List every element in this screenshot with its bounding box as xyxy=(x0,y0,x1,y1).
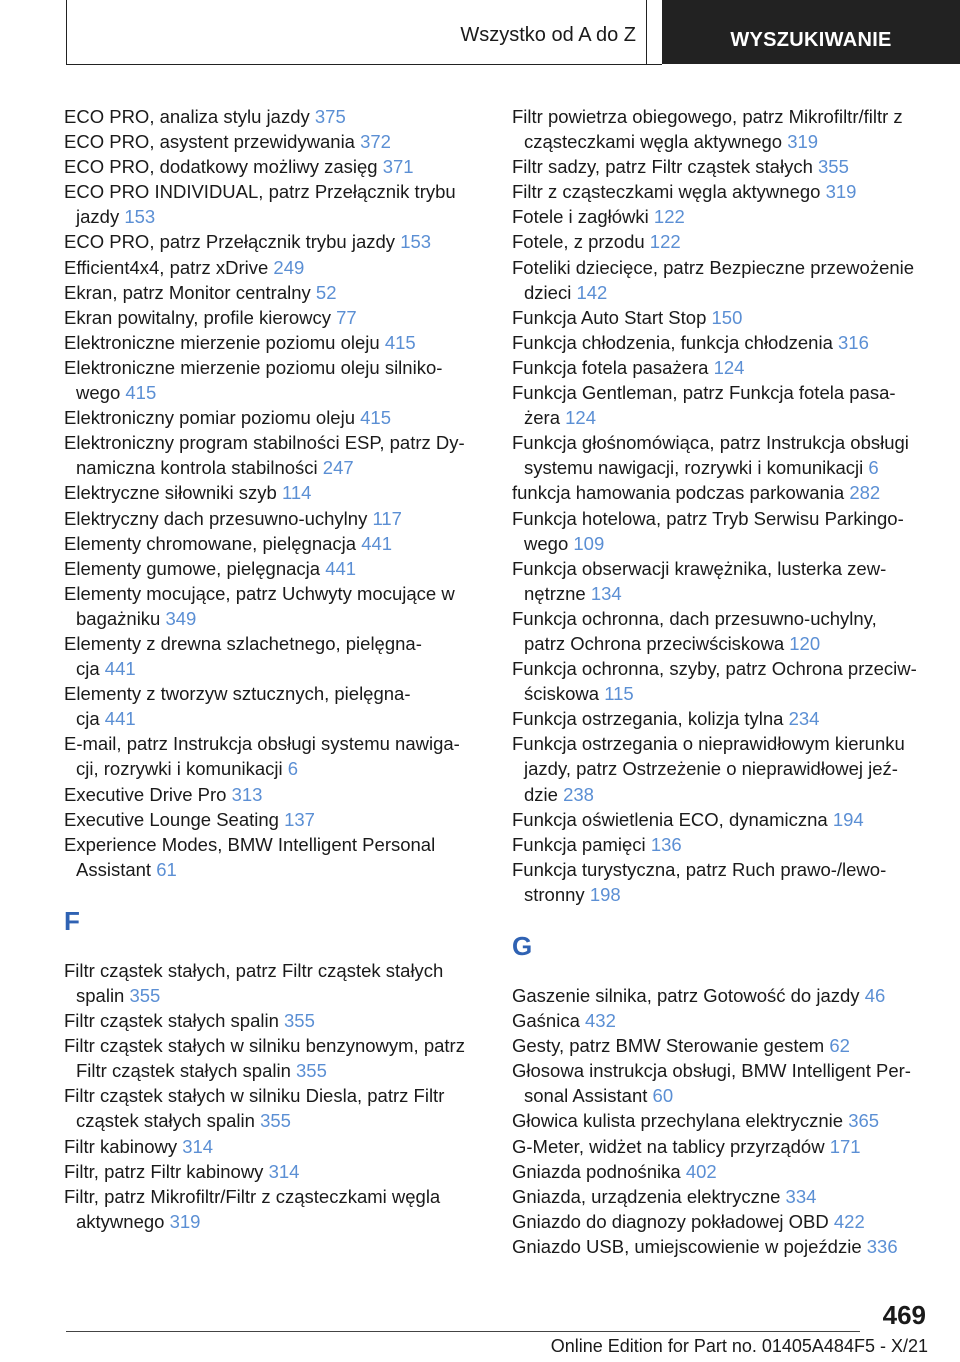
index-entry-text: Funkcja Auto Start Stop xyxy=(512,306,707,328)
page-reference-link[interactable]: 77 xyxy=(336,306,357,328)
index-entry xyxy=(512,656,932,706)
index-entry xyxy=(64,506,484,531)
index-entry xyxy=(512,229,932,254)
page-reference-link[interactable]: 247 xyxy=(322,457,354,479)
index-entry xyxy=(64,832,484,882)
page-reference-link[interactable]: 371 xyxy=(382,156,414,178)
index-entry-text: wego xyxy=(76,382,121,404)
index-entry-text: Funkcja ostrzegania, kolizja tylna xyxy=(512,708,784,730)
footer-edition-text: Online Edition for Part no. 01405A484F5 - X/21 xyxy=(550,1336,928,1356)
index-entry-text: Elementy z tworzyw sztucznych, pielęgna- xyxy=(64,683,411,705)
index-entry-text: nętrzne xyxy=(524,582,586,604)
index-entry xyxy=(512,1234,932,1259)
index-entry xyxy=(64,631,484,681)
index-entry-text: żera xyxy=(524,407,560,429)
index-entry xyxy=(512,430,932,480)
page-reference-link[interactable]: 365 xyxy=(848,1110,880,1132)
page-reference-link[interactable]: 114 xyxy=(281,482,312,504)
index-entry-text: dzie xyxy=(524,783,558,805)
page-reference-link[interactable]: 314 xyxy=(268,1160,300,1182)
index-entry-text: Fotele i zagłówki xyxy=(512,206,649,228)
index-entry-text: ECO PRO, analiza stylu jazdy xyxy=(64,106,310,127)
index-entry xyxy=(512,1058,932,1108)
index-entry-text: Funkcja oświetlenia ECO, dynamiczna xyxy=(512,808,828,830)
page-reference-link[interactable]: 355 xyxy=(296,1060,327,1082)
index-entry xyxy=(512,179,932,204)
page-reference-link[interactable]: 124 xyxy=(713,356,745,378)
index-entry-text: Funkcja obserwacji krawężnika, lusterka zew- xyxy=(512,557,887,579)
page-reference-link[interactable]: 319 xyxy=(825,181,857,203)
page-reference-link[interactable]: 319 xyxy=(169,1210,201,1232)
index-entry-text: cji, rozrywki i komunikacji xyxy=(76,758,283,780)
index-entry-text: Funkcja turystyczna, patrz Ruch prawo-/lewo- xyxy=(512,858,887,880)
index-entry-text: Foteliki dziecięce, patrz Bezpieczne przewożenie xyxy=(512,256,915,278)
index-entry-text: Gaśnica xyxy=(512,1010,580,1032)
page-reference-link[interactable]: 375 xyxy=(314,106,346,127)
index-entry xyxy=(512,606,932,656)
page-reference-link[interactable]: 194 xyxy=(832,808,864,830)
index-entry xyxy=(512,1134,932,1159)
index-entry-text: Gniazdo do diagnozy pokładowej OBD xyxy=(512,1210,829,1232)
index-entry-text: systemu nawigacji, rozrywki i komunikacji xyxy=(524,457,864,479)
index-column-right xyxy=(512,104,932,1259)
index-entry-text: Funkcja hotelowa, patrz Tryb Serwisu Parkingo- xyxy=(512,507,904,529)
index-entry-text: Funkcja Gentleman, patrz Funkcja fotela pasa- xyxy=(512,382,896,404)
page-reference-link[interactable]: 441 xyxy=(325,557,357,579)
page-reference-link[interactable]: 137 xyxy=(284,808,315,830)
index-entry xyxy=(512,506,932,556)
index-entry-text: Elementy mocujące, patrz Uchwyty mocujące w xyxy=(64,582,455,604)
index-entry-text: Executive Lounge Seating xyxy=(64,808,279,830)
index-entry-text: Elektryczne siłowniki szyb xyxy=(64,482,277,504)
index-entry xyxy=(64,681,484,731)
page-reference-link[interactable]: 61 xyxy=(156,858,177,880)
index-entry xyxy=(512,1209,932,1234)
index-entry-text: Filtr cząstek stałych, patrz Filtr cząstek stałych xyxy=(64,959,444,981)
index-entry-text: namiczna kontrola stabilności xyxy=(76,457,318,479)
index-entry-text: Assistant xyxy=(76,858,152,880)
index-entry xyxy=(512,355,932,380)
page-reference-link[interactable]: 117 xyxy=(372,507,402,529)
index-entry-text: Elektryczny dach przesuwno-uchylny xyxy=(64,507,368,529)
page-reference-link[interactable]: 282 xyxy=(849,482,881,504)
index-entry-text: dzieci xyxy=(524,281,572,303)
page-number: 469 xyxy=(882,1300,926,1330)
page-reference-link[interactable]: 415 xyxy=(125,382,157,404)
page-reference-link[interactable]: 238 xyxy=(563,783,594,805)
index-entry-text: Filtr cząstek stałych w silniku Diesla, patrz Filtr xyxy=(64,1085,445,1107)
index-entry-text: funkcja hamowania podczas parkowania xyxy=(512,482,845,504)
index-entry xyxy=(512,1159,932,1184)
page-reference-link[interactable]: 415 xyxy=(360,407,392,429)
index-entry-text: Filtr, patrz Filtr kabinowy xyxy=(64,1160,264,1182)
index-entry xyxy=(64,556,484,581)
page-reference-link[interactable]: 60 xyxy=(652,1085,674,1107)
index-entry-text: Funkcja ochronna, dach przesuwno-uchylny, xyxy=(512,607,877,629)
index-entry-text: ECO PRO, patrz Przełącznik trybu jazdy xyxy=(64,231,396,253)
index-entry-text: sonal Assistant xyxy=(524,1085,648,1107)
index-entry xyxy=(512,706,932,731)
index-entry-text: Funkcja ostrzegania o nieprawidłowym kierunku xyxy=(512,733,905,755)
index-entry-text: Gesty, patrz BMW Sterowanie gestem xyxy=(512,1035,825,1057)
index-entry xyxy=(64,1008,484,1033)
index-entry-text: Gaszenie silnika, patrz Gotowość do jazdy xyxy=(512,985,860,1006)
index-entry-text: spalin xyxy=(76,985,125,1006)
index-entry xyxy=(64,581,484,631)
index-entry xyxy=(64,1083,484,1133)
index-entry xyxy=(64,229,484,254)
index-entry-text: Głowica kulista przechylana elektrycznie xyxy=(512,1110,844,1132)
index-entry-text: Elektroniczne mierzenie poziomu oleju xyxy=(64,331,380,353)
index-entry-text: Elementy chromowane, pielęgnacja xyxy=(64,532,357,554)
index-entry-text: Gniazdo USB, umiejscowienie w pojeździe xyxy=(512,1235,862,1257)
page-reference-link[interactable]: 441 xyxy=(104,658,136,680)
header-divider xyxy=(646,0,647,64)
index-entry-text: cja xyxy=(76,658,100,680)
index-entry-text: Elementy gumowe, pielęgnacja xyxy=(64,557,321,579)
page-reference-link[interactable]: 124 xyxy=(565,407,597,429)
page-reference-link[interactable]: 136 xyxy=(650,833,682,855)
index-entry-text: ECO PRO, asystent przewidywania xyxy=(64,131,355,153)
index-entry xyxy=(512,857,932,907)
index-entry-text: Funkcja ochronna, szyby, patrz Ochrona przeciw- xyxy=(512,658,917,680)
index-entry xyxy=(512,255,932,305)
page-reference-link[interactable]: 142 xyxy=(576,281,608,303)
index-entry-text: Experience Modes, BMW Intelligent Personal xyxy=(64,833,436,855)
index-entry xyxy=(64,1159,484,1184)
index-entry-text: wego xyxy=(524,532,569,554)
index-entry-text: Filtr cząstek stałych w silniku benzynowym, patrz xyxy=(64,1035,465,1057)
page-reference-link[interactable]: 6 xyxy=(287,758,299,780)
index-column-left xyxy=(64,104,484,1234)
index-entry xyxy=(512,204,932,229)
page-reference-link[interactable]: 372 xyxy=(360,131,391,153)
index-entry-text: Ekran powitalny, profile kierowcy xyxy=(64,306,331,328)
index-entry xyxy=(512,1184,932,1209)
index-entry-text: ECO PRO, dodatkowy możliwy zasięg xyxy=(64,156,378,178)
index-entry xyxy=(64,958,484,1008)
index-entry-text: Ekran, patrz Monitor centralny xyxy=(64,281,311,303)
index-entry xyxy=(64,531,484,556)
index-entry-text: Executive Drive Pro xyxy=(64,783,227,805)
index-entry-text: jazdy, patrz Ostrzeżenie o nieprawidłowej jeź- xyxy=(524,758,898,780)
page-reference-link[interactable]: 314 xyxy=(182,1135,214,1157)
index-entry-text: Elektroniczne mierzenie poziomu oleju silniko- xyxy=(64,356,443,378)
index-entry-text: E-mail, patrz Instrukcja obsługi systemu nawiga- xyxy=(64,733,460,755)
index-entry xyxy=(512,305,932,330)
index-entry-text: Gniazda, urządzenia elektryczne xyxy=(512,1185,781,1207)
index-entry xyxy=(512,731,932,806)
page-reference-link[interactable]: 234 xyxy=(788,708,820,730)
page-reference-link[interactable]: 316 xyxy=(838,331,869,353)
index-entry xyxy=(512,556,932,606)
index-entry-text: cząstek stałych spalin xyxy=(76,1110,255,1132)
index-entry xyxy=(64,255,484,280)
index-entry-text: Funkcja fotela pasażera xyxy=(512,356,709,378)
index-letter-heading: G xyxy=(512,931,533,961)
header-active-tab[interactable]: WYSZUKIWANIE xyxy=(662,0,960,64)
index-entry xyxy=(64,430,484,480)
page-reference-link[interactable]: 122 xyxy=(649,231,681,253)
page-reference-link[interactable]: 150 xyxy=(711,306,743,328)
index-entry xyxy=(64,405,484,430)
index-entry xyxy=(64,807,484,832)
index-entry xyxy=(512,983,932,1008)
page-reference-link[interactable]: 415 xyxy=(384,331,416,353)
index-entry-text: Filtr z cząsteczkami węgla aktywnego xyxy=(512,181,821,203)
page-reference-link[interactable]: 313 xyxy=(231,783,263,805)
header-underline xyxy=(66,64,662,65)
index-entry xyxy=(64,330,484,355)
index-entry xyxy=(512,1008,932,1033)
index-entry xyxy=(64,280,484,305)
index-entry-text: Filtr cząstek stałych spalin xyxy=(64,1010,279,1032)
page-reference-link[interactable]: 46 xyxy=(864,985,886,1006)
index-entry-text: Filtr sadzy, patrz Filtr cząstek stałych xyxy=(512,156,813,178)
page-header xyxy=(0,0,960,66)
index-entry-text: Elektroniczny pomiar poziomu oleju xyxy=(64,407,355,429)
page-reference-link[interactable]: 6 xyxy=(868,457,879,479)
index-entry xyxy=(64,305,484,330)
index-entry-text: bagażniku xyxy=(76,607,161,629)
page-reference-link[interactable]: 432 xyxy=(585,1010,616,1032)
index-entry-text: Efficient4x4, patrz xDrive xyxy=(64,256,269,278)
index-entry xyxy=(512,104,932,154)
index-entry xyxy=(512,154,932,179)
page-reference-link[interactable]: 402 xyxy=(685,1160,717,1182)
index-entry-text: Głosowa instrukcja obsługi, BMW Intelligent Per- xyxy=(512,1060,911,1082)
page-reference-link[interactable]: 52 xyxy=(315,281,337,303)
index-entry-text: Funkcja pamięci xyxy=(512,833,646,855)
index-entry xyxy=(64,179,484,229)
index-entry-text: Fotele, z przodu xyxy=(512,231,645,253)
page-reference-link[interactable]: 349 xyxy=(165,607,197,629)
page-reference-link[interactable]: 198 xyxy=(589,883,621,905)
page-reference-link[interactable]: 62 xyxy=(829,1035,850,1057)
page-reference-link[interactable]: 355 xyxy=(284,1010,315,1032)
header-frame-line xyxy=(66,0,67,64)
footer-divider xyxy=(66,1331,860,1332)
header-section-tab[interactable]: Wszystko od A do Z xyxy=(460,24,636,46)
index-entry xyxy=(512,330,932,355)
index-entry xyxy=(512,1108,932,1133)
page-reference-link[interactable]: 355 xyxy=(818,156,849,178)
page-reference-link[interactable]: 109 xyxy=(573,532,605,554)
index-entry xyxy=(512,807,932,832)
index-entry-text: G-Meter, widżet na tablicy przyrządów xyxy=(512,1135,825,1157)
index-entry xyxy=(64,129,484,154)
page-reference-link[interactable]: 334 xyxy=(785,1185,817,1207)
index-entry-text: Funkcja chłodzenia, funkcja chłodzenia xyxy=(512,331,833,353)
index-entry-text: Funkcja głośnomówiąca, patrz Instrukcja obsługi xyxy=(512,432,909,454)
page-reference-link[interactable]: 153 xyxy=(124,206,156,228)
page-reference-link[interactable]: 249 xyxy=(273,256,305,278)
index-entry-text: Filtr powietrza obiegowego, patrz Mikrofiltr/filtr z xyxy=(512,106,903,127)
index-entry xyxy=(512,380,932,430)
index-entry xyxy=(64,731,484,781)
index-entry xyxy=(64,1134,484,1159)
index-entry xyxy=(64,154,484,179)
index-entry-text: aktywnego xyxy=(76,1210,165,1232)
index-entry-text: stronny xyxy=(524,883,585,905)
index-entry xyxy=(64,1184,484,1234)
index-entry xyxy=(64,480,484,505)
page-reference-link[interactable]: 153 xyxy=(400,231,432,253)
index-entry-text: cząsteczkami węgla aktywnego xyxy=(524,131,783,153)
index-entry-text: Elektroniczny program stabilności ESP, patrz Dy- xyxy=(64,432,465,454)
page-reference-link[interactable]: 122 xyxy=(653,206,685,228)
page-reference-link[interactable]: 441 xyxy=(361,532,393,554)
page-reference-link[interactable]: 336 xyxy=(866,1235,898,1257)
index-entry-text: Filtr kabinowy xyxy=(64,1135,178,1157)
index-entry-text: Gniazda podnośnika xyxy=(512,1160,681,1182)
page-reference-link[interactable]: 355 xyxy=(129,985,161,1006)
index-entry-text: ECO PRO INDIVIDUAL, patrz Przełącznik trybu xyxy=(64,181,456,203)
page-reference-link[interactable]: 319 xyxy=(787,131,819,153)
index-letter-heading: F xyxy=(64,905,80,936)
page-reference-link[interactable]: 422 xyxy=(833,1210,865,1232)
page-reference-link[interactable]: 441 xyxy=(104,708,136,730)
index-entry xyxy=(64,782,484,807)
index-entry xyxy=(512,480,932,505)
index-entry xyxy=(64,1033,484,1083)
index-entry-text: Filtr, patrz Mikrofiltr/Filtr z cząsteczkami węgla xyxy=(64,1185,441,1207)
index-entry-text: Filtr cząstek stałych spalin xyxy=(76,1060,291,1082)
index-entry xyxy=(64,355,484,405)
index-entry-text: Elementy z drewna szlachetnego, pielęgna- xyxy=(64,632,422,654)
index-entry xyxy=(64,104,484,129)
index-entry-text: cja xyxy=(76,708,100,730)
page-reference-link[interactable]: 120 xyxy=(789,632,821,654)
page-reference-link[interactable]: 115 xyxy=(604,683,634,705)
index-entry xyxy=(512,832,932,857)
page-reference-link[interactable]: 171 xyxy=(829,1135,861,1157)
index-entry xyxy=(512,1033,932,1058)
page-reference-link[interactable]: 355 xyxy=(260,1110,291,1132)
index-entry-text: patrz Ochrona przeciwściskowa xyxy=(524,632,785,654)
index-entry-text: jazdy xyxy=(76,206,120,228)
page-reference-link[interactable]: 134 xyxy=(590,582,622,604)
index-entry-text: ściskowa xyxy=(524,683,600,705)
